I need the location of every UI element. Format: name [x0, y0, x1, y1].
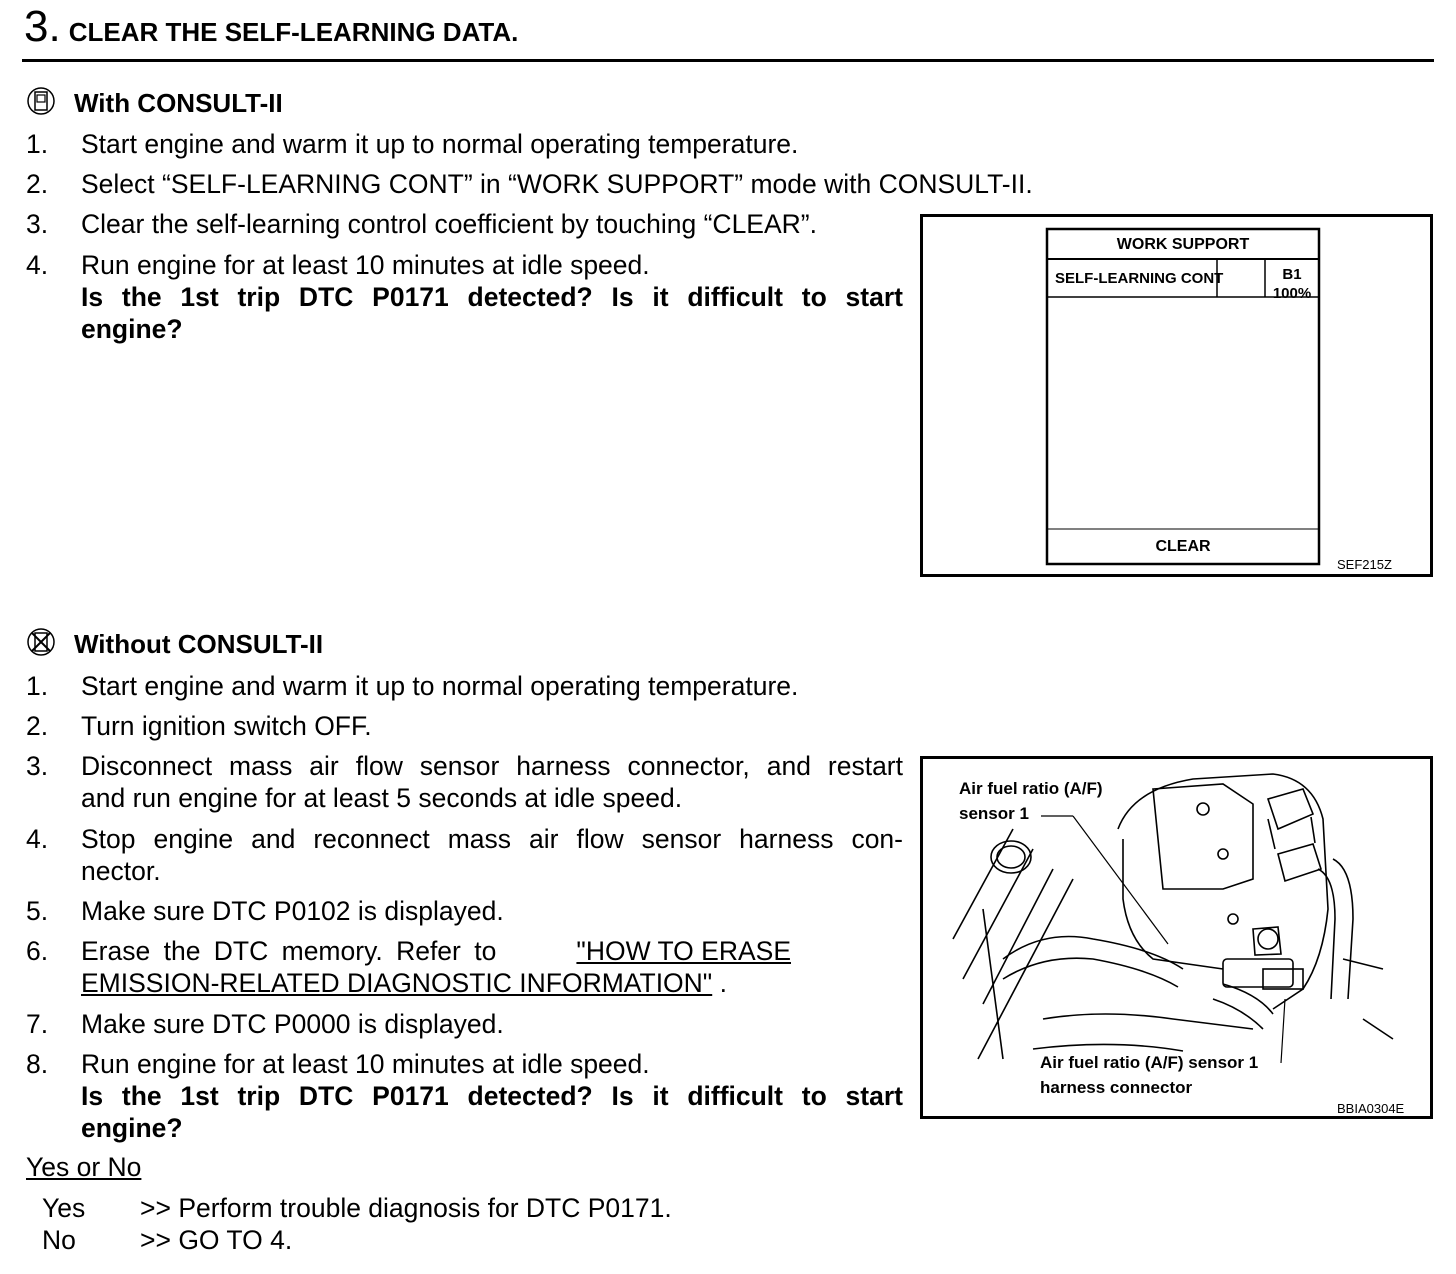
sensor-label-line2: sensor 1 — [959, 804, 1029, 823]
step-header — [24, 2, 518, 52]
result-answer-no: No — [42, 1225, 76, 1255]
yes-or-no-heading: Yes or No — [26, 1152, 142, 1182]
result-action-no: >> GO TO 4. — [140, 1225, 293, 1255]
result-action-yes: >> Perform trouble diagnosis for DTC P0171. — [140, 1193, 672, 1223]
with-consult-heading-text: With CONSULT-II — [74, 88, 283, 118]
step-num: 7. — [26, 1009, 49, 1039]
figure-id: BBIA0304E — [1337, 1101, 1405, 1116]
step-text: Start engine and warm it up to normal operating temperature. — [81, 129, 799, 159]
question-line: Is the 1st trip DTC P0171 detected? Is it difficult to start — [81, 1081, 903, 1111]
erase-dtc-link[interactable]: "HOW TO ERASE — [576, 936, 791, 966]
step-num: 5. — [26, 896, 49, 926]
step-text: Run engine for at least 10 minutes at idle speed. — [81, 1049, 650, 1079]
step-num: 6. — [26, 936, 49, 966]
step-text: Run engine for at least 10 minutes at idle speed. — [81, 250, 650, 280]
step-text: Make sure DTC P0000 is displayed. — [81, 1009, 504, 1039]
no-consult-icon — [26, 627, 56, 657]
step-text: Select “SELF-LEARNING CONT” in “WORK SUPPORT” mode with CONSULT-II. — [81, 169, 1033, 199]
self-learning-label: SELF-LEARNING CONT — [1055, 270, 1224, 287]
sensor-label-line1: Air fuel ratio (A/F) — [959, 779, 1103, 798]
step-text: Clear the self-learning control coefficient by touching “CLEAR”. — [81, 209, 817, 239]
result-answer-yes: Yes — [42, 1193, 86, 1223]
step-num: 1. — [26, 129, 49, 159]
without-consult-heading — [26, 627, 323, 660]
step-num: 3. — [26, 209, 49, 239]
step-text — [81, 967, 727, 999]
erase-dtc-link-cont[interactable]: EMISSION-RELATED DIAGNOSTIC INFORMATION" — [81, 968, 713, 998]
step-num: 1. — [26, 671, 49, 701]
question-line: engine? — [81, 314, 183, 344]
step-num: 8. — [26, 1049, 49, 1079]
consult-device-icon — [26, 86, 56, 116]
figure-id: SEF215Z — [1337, 557, 1392, 572]
step-text: Stop engine and reconnect mass air flow sensor harness con- — [81, 824, 903, 854]
with-consult-heading — [26, 86, 283, 119]
clear-button[interactable]: CLEAR — [1155, 538, 1211, 555]
bank-label: B1 — [1282, 266, 1302, 283]
step-text: Disconnect mass air flow sensor harness connector, and restart — [81, 751, 903, 781]
connector-label-line1: Air fuel ratio (A/F) sensor 1 — [1040, 1053, 1259, 1072]
step-text: Start engine and warm it up to normal operating temperature. — [81, 671, 799, 701]
coefficient-value: 100% — [1272, 285, 1312, 302]
step-num: 2. — [26, 169, 49, 199]
step-num: 4. — [26, 824, 49, 854]
step-num: 2. — [26, 711, 49, 741]
step-text: Turn ignition switch OFF. — [81, 711, 372, 741]
connector-label-line2: harness connector — [1040, 1078, 1193, 1097]
engine-bay-figure — [920, 756, 1433, 1119]
step-num: 3. — [26, 751, 49, 781]
step-num: 4. — [26, 250, 49, 280]
header-rule — [22, 59, 1434, 62]
step-text: Make sure DTC P0102 is displayed. — [81, 896, 504, 926]
step-text — [81, 935, 791, 967]
consult-screen-figure — [920, 214, 1433, 577]
step-text-prefix: Erase the DTC memory. Refer to — [81, 936, 510, 966]
step-number: 3. — [24, 2, 61, 51]
step-text: and run engine for at least 5 seconds at idle speed. — [81, 783, 683, 813]
question-line: engine? — [81, 1113, 183, 1143]
step-text: nector. — [81, 856, 161, 886]
question-line: Is the 1st trip DTC P0171 detected? Is it difficult to start — [81, 282, 903, 312]
work-support-title: WORK SUPPORT — [1116, 236, 1250, 253]
without-consult-heading-text: Without CONSULT-II — [74, 629, 324, 659]
step-text-suffix: . — [712, 968, 727, 998]
step-title: CLEAR THE SELF-LEARNING DATA. — [68, 17, 519, 47]
